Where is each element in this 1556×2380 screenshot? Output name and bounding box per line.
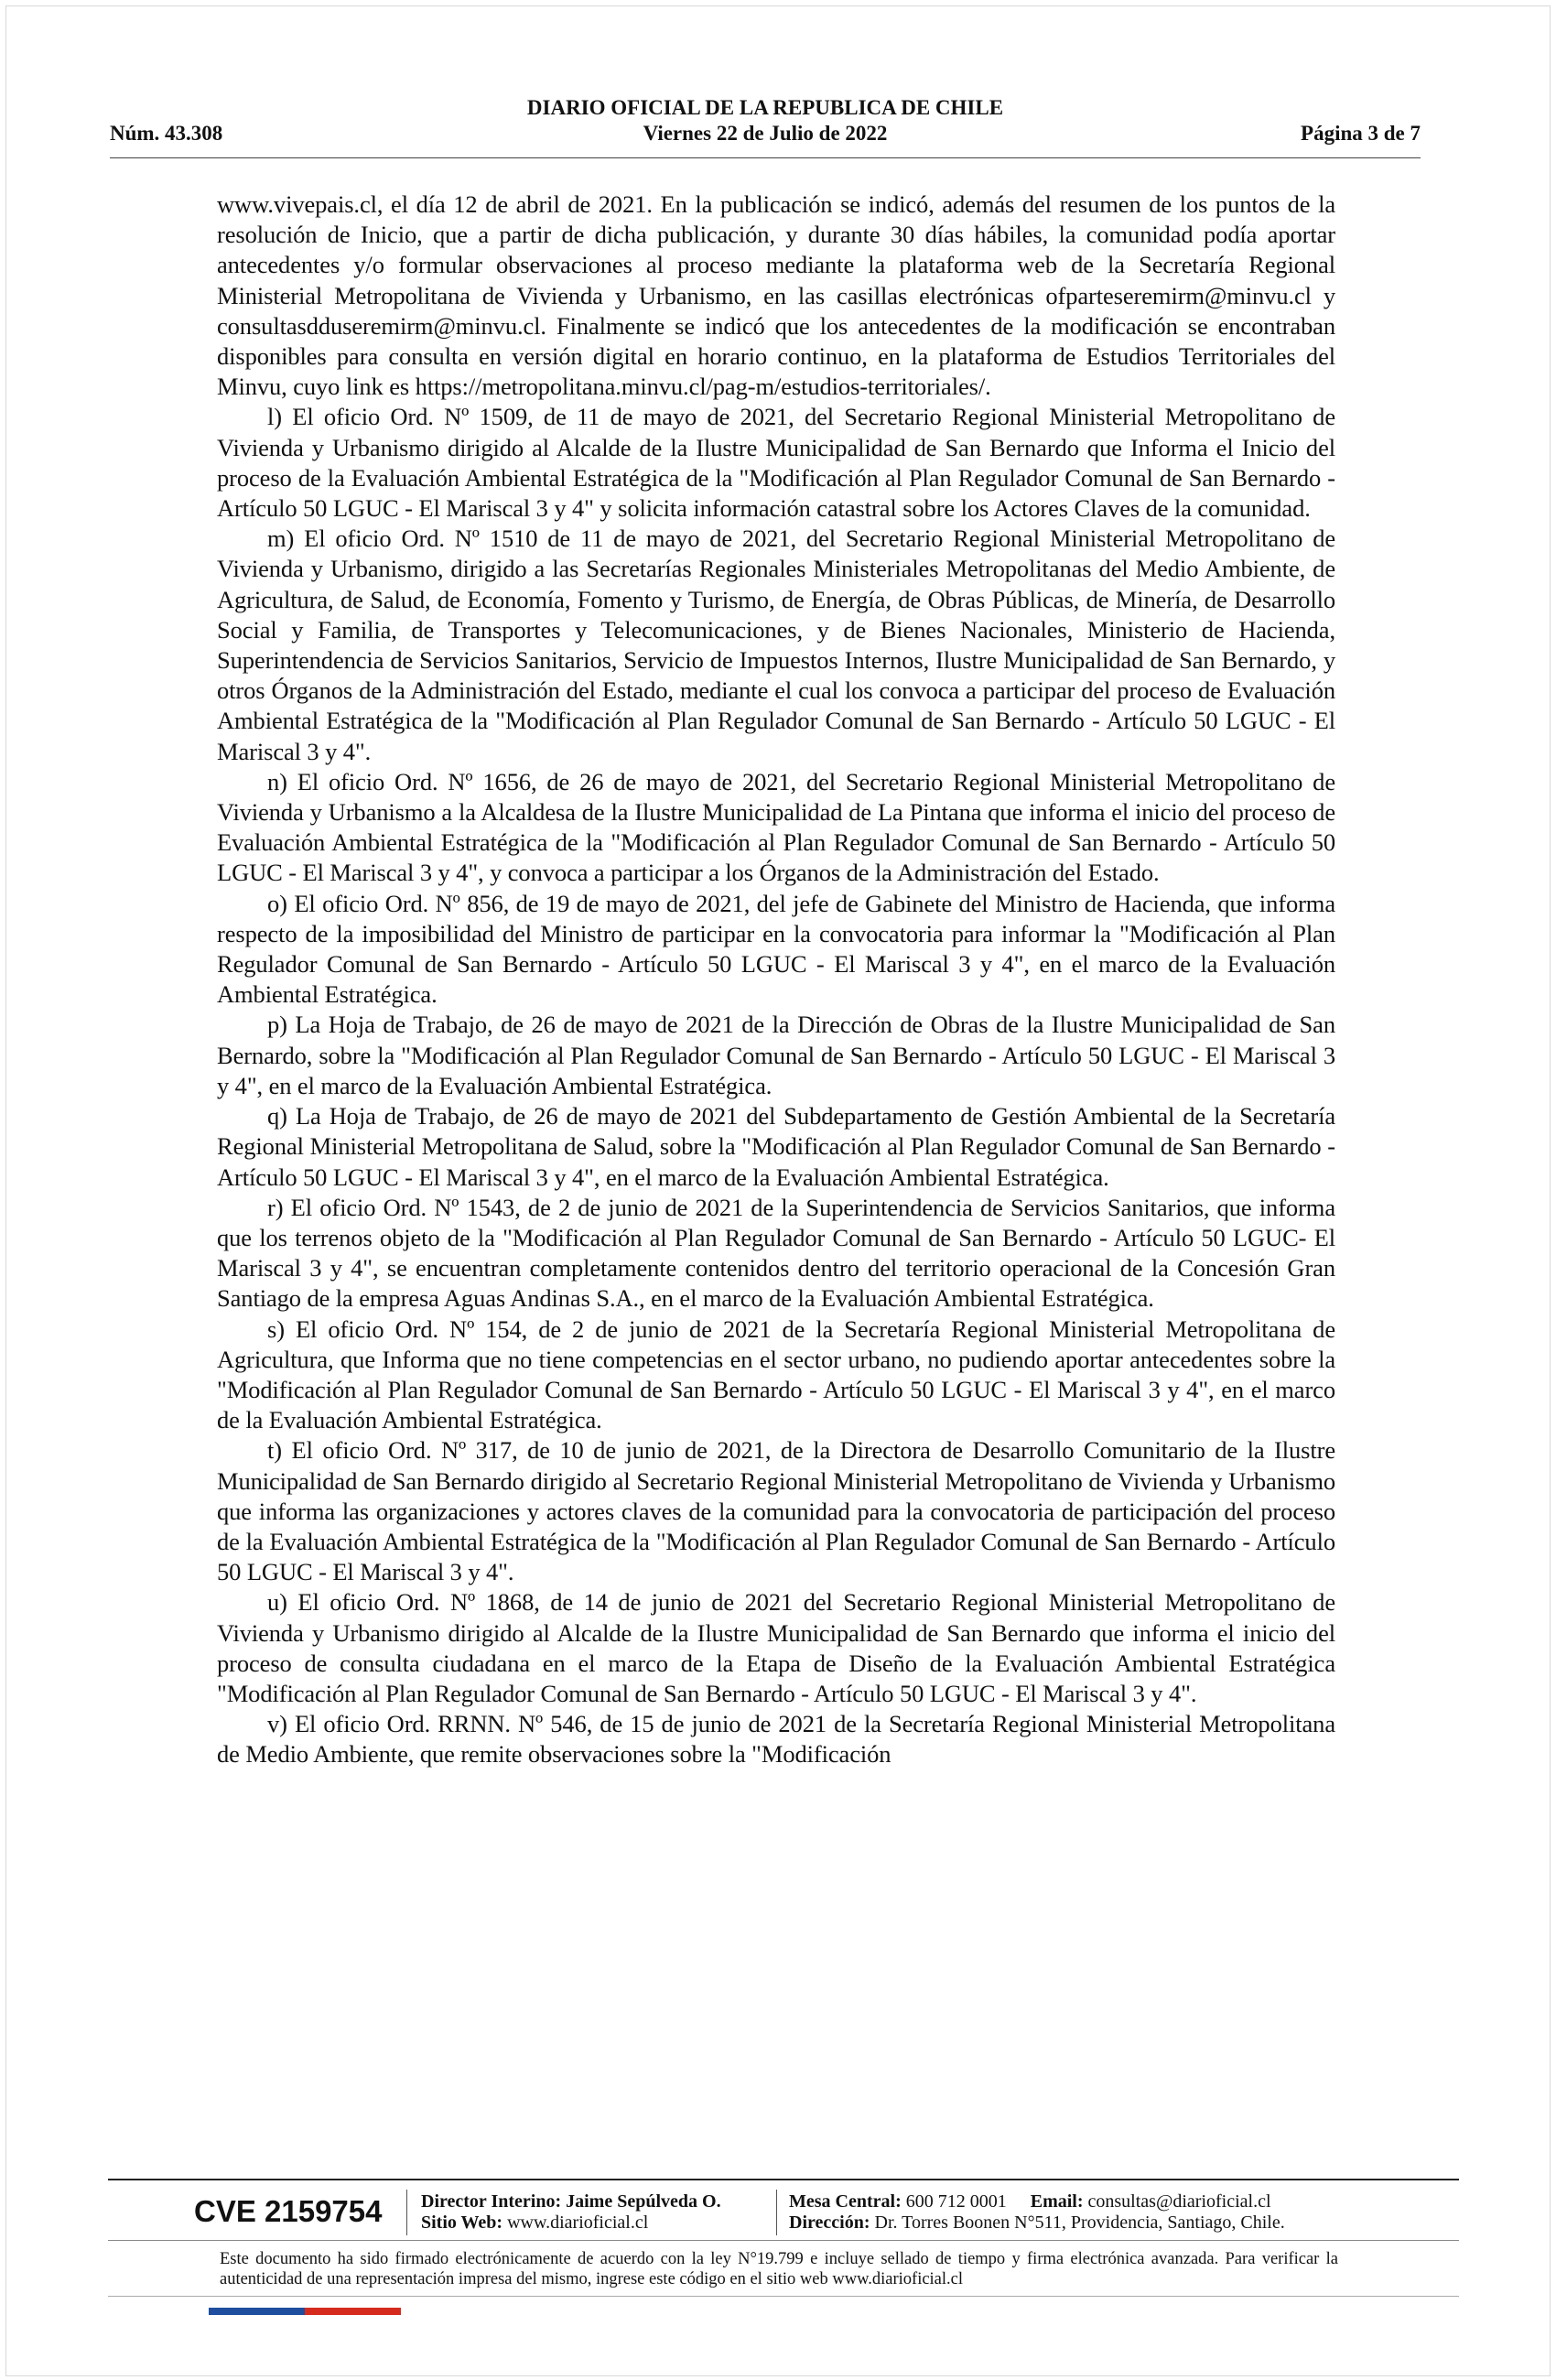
paragraph-n: n) El oficio Ord. Nº 1656, de 26 de mayo de 2021, del Secretario Regional Ministerial Metropolitano de Vivienda y Urbanismo a la Alcaldesa de la Ilustre Municipalidad de La Pintana que informa el inicio del proceso de Evaluación Ambiental Estratégica de la "Modificación al Plan Regulador Comunal de San Bernardo - Artículo 50 LGUC - El Mariscal 3 y 4", y convoca a participar a los Órganos de la Administración del Estado. — [217, 767, 1335, 887]
cve-code: CVE 2159754 — [194, 2194, 383, 2228]
header-divider — [110, 157, 1421, 158]
footer-contact-block — [789, 2191, 1285, 2234]
paragraph-s: s) El oficio Ord. Nº 154, de 2 de junio de 2021 de la Secretaría Regional Ministerial Metropolitana de Agricultura, que Informa que no tiene competencias en el sector urbano, no pudiendo aportar antecedentes sobre la "Modificación al Plan Regulador Comunal de San Bernardo - Artículo 50 LGUC - El Mariscal 3 y 4", en el marco de la Evaluación Ambiental Estratégica. — [217, 1314, 1335, 1434]
footer-divider — [108, 2179, 1459, 2180]
email-link[interactable]: consultas@diarioficial.cl — [1087, 2191, 1271, 2212]
footer-separator — [776, 2190, 777, 2235]
flag-blue-segment — [209, 2308, 305, 2315]
journal-title: DIARIO OFICIAL DE LA REPUBLICA DE CHILE — [526, 96, 1004, 119]
paragraph-t: t) El oficio Ord. Nº 317, de 10 de junio de 2021, de la Directora de Desarrollo Comunitario de la Ilustre Municipalidad de San Bernardo dirigido al Secretario Regional Ministerial Metropolitano de Vivienda y Urbanismo que informa las organizaciones y actores claves de la comunidad para la convocatoria de participación del proceso de la Evaluación Ambiental Estratégica de la "Modificación al Plan Regulador Comunal de San Bernardo - Artículo 50 LGUC - El Mariscal 3 y 4". — [217, 1436, 1335, 1586]
legal-notice: Este documento ha sido firmado electrónicamente de acuerdo con la ley N°19.799 e incluye sellado de tiempo y firma electrónica avanzada. Para verificar la autenticidad de una representación impresa del mismo, ingrese este código en el sitio web www.diarioficial.cl — [220, 2250, 1338, 2288]
website-label: Sitio Web: — [421, 2212, 503, 2233]
phone-number: 600 712 0001 — [905, 2191, 1007, 2212]
footer-separator — [406, 2190, 407, 2235]
issue-date: Viernes 22 de Julio de 2022 — [643, 122, 888, 145]
address-text: Dr. Torres Boonen N°511, Providencia, Santiago, Chile. — [874, 2212, 1285, 2233]
paragraph-u: u) El oficio Ord. Nº 1868, de 14 de junio de 2021 del Secretario Regional Ministerial Metropolitano de Vivienda y Urbanismo dirigido al Alcalde de la Ilustre Municipalidad de San Bernardo que informa el inicio del proceso de consulta ciudadana en el marco de la Etapa de Diseño de la Evaluación Ambiental Estratégica "Modificación al Plan Regulador Comunal de San Bernardo - Artículo 50 LGUC - El Mariscal 3 y 4". — [217, 1588, 1335, 1707]
chile-flag-stripe — [209, 2308, 401, 2315]
page-number: Página 3 de 7 — [1301, 122, 1421, 145]
document-body — [217, 189, 1335, 1770]
paragraph-o: o) El oficio Ord. Nº 856, de 19 de mayo de 2021, del jefe de Gabinete del Ministro de Hacienda, que informa respecto de la imposibilidad del Ministro de participar en la convocatoria para informar la "Modificación al Plan Regulador Comunal de San Bernardo - Artículo 50 LGUC - El Mariscal 3 y 4", en el marco de la Evaluación Ambiental Estratégica. — [217, 889, 1335, 1009]
address-label: Dirección: — [789, 2212, 870, 2233]
issue-number: Núm. 43.308 — [110, 122, 223, 145]
footer-bottom-divider — [108, 2296, 1459, 2297]
paragraph-v: v) El oficio Ord. RRNN. Nº 546, de 15 de junio de 2021 de la Secretaría Regional Ministerial Metropolitana de Medio Ambiente, que remite observaciones sobre la "Modificación — [217, 1710, 1335, 1769]
paragraph-p: p) La Hoja de Trabajo, de 26 de mayo de 2021 de la Dirección de Obras de la Ilustre Municipalidad de San Bernardo, sobre la "Modificación al Plan Regulador Comunal de San Bernardo - Artículo 50 LGUC - El Mariscal 3 y 4", en el marco de la Evaluación Ambiental Estratégica. — [217, 1011, 1335, 1099]
phone-label: Mesa Central: — [789, 2191, 902, 2212]
paragraph-l: l) El oficio Ord. Nº 1509, de 11 de mayo de 2021, del Secretario Regional Ministerial Metropolitano de Vivienda y Urbanismo dirigido al Alcalde de la Ilustre Municipalidad de San Bernardo que Informa el Inicio del proceso de la Evaluación Ambiental Estratégica de la "Modificación al Plan Regulador Comunal de San Bernardo - Artículo 50 LGUC - El Mariscal 3 y 4" y solicita información catastral sobre los Actores Claves de la comunidad. — [217, 403, 1335, 523]
website-link[interactable]: www.diarioficial.cl — [507, 2212, 649, 2233]
paragraph-k-continuation: www.vivepais.cl, el día 12 de abril de 2021. En la publicación se indicó, además del resumen de los puntos de la resolución de Inicio, que a partir de dicha publicación, y durante 30 días hábiles, la comunidad podía aportar antecedentes y/o formular observaciones al proceso mediante la plataforma web de la Secretaría Regional Ministerial Metropolitana de Vivienda y Urbanismo, en las casillas electrónicas ofparteseremirm@minvu.cl y consultasdduseremirm@minvu.cl. Finalmente se indicó que los antecedentes de la modificación se encontraban disponibles para consulta en versión digital en horario continuo, en la plataforma de Estudios Territoriales del Minvu, cuyo link es https://metropolitana.minvu.cl/pag-m/estudios-territoriales/. — [217, 190, 1335, 401]
footer-director-block — [421, 2191, 721, 2234]
email-label: Email: — [1030, 2191, 1084, 2212]
paragraph-r: r) El oficio Ord. Nº 1543, de 2 de junio de 2021 de la Superintendencia de Servicios Sanitarios, que informa que los terrenos objeto de la "Modificación al Plan Regulador Comunal de San Bernardo - Artículo 50 LGUC- El Mariscal 3 y 4", se encuentran completamente contenidos dentro del territorio operacional de la Concesión Gran Santiago de la empresa Aguas Andinas S.A., en el marco de la Evaluación Ambiental Estratégica. — [217, 1193, 1335, 1313]
flag-red-segment — [305, 2308, 401, 2315]
director-name: Jaime Sepúlveda O. — [566, 2191, 721, 2212]
director-label: Director Interino: — [421, 2191, 562, 2212]
page-header — [110, 92, 1421, 156]
footer-inner-divider — [108, 2240, 1459, 2241]
paragraph-q: q) La Hoja de Trabajo, de 26 de mayo de 2021 del Subdepartamento de Gestión Ambiental de la Secretaría Regional Ministerial Metropolitana de Salud, sobre la "Modificación al Plan Regulador Comunal de San Bernardo - Artículo 50 LGUC - El Mariscal 3 y 4", en el marco de la Evaluación Ambiental Estratégica. — [217, 1102, 1335, 1191]
paragraph-m: m) El oficio Ord. Nº 1510 de 11 de mayo de 2021, del Secretario Regional Ministerial Metropolitano de Vivienda y Urbanismo, dirigido a las Secretarías Regionales Ministeriales Metropolitanas del Medio Ambiente, de Agricultura, de Salud, de Economía, Fomento y Turismo, de Energía, de Obras Públicas, de Minería, de Desarrollo Social y Familia, de Transportes y Telecomunicaciones, y de Bienes Nacionales, Ministerio de Hacienda, Superintendencia de Servicios Sanitarios, Servicio de Impuestos Internos, Ilustre Municipalidad de San Bernardo, y otros Órganos de la Administración del Estado, mediante el cual los convoca a participar del proceso de Evaluación Ambiental Estratégica de la "Modificación al Plan Regulador Comunal de San Bernardo - Artículo 50 LGUC - El Mariscal 3 y 4". — [217, 525, 1335, 765]
